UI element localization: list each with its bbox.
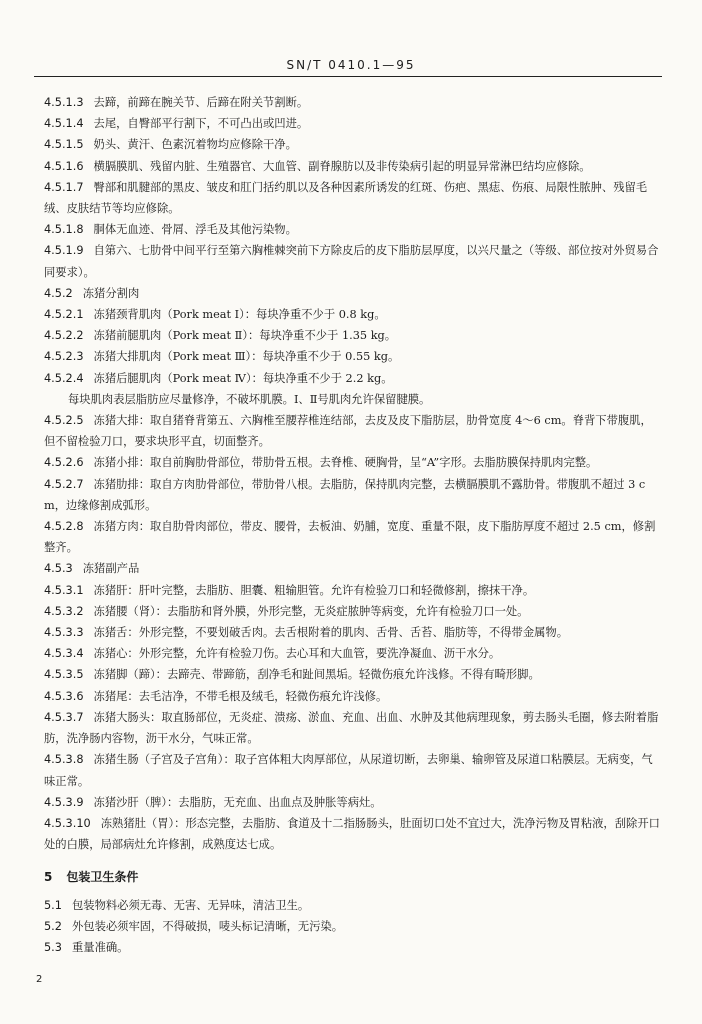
- clause-text: 外包装必须牢固，不得破损，唛头标记清晰，无污染。: [71, 919, 344, 933]
- clause-row: [44, 304, 660, 325]
- clause-row: [44, 92, 660, 113]
- clause-number: 4.5.2.2: [44, 329, 84, 343]
- clause-number: 4.5.3.4: [44, 647, 84, 661]
- clause-row: [44, 156, 660, 177]
- clause-text: 包装物料必须无毒、无害、无异味，清洁卫生。: [71, 898, 310, 912]
- clause-text: 自第六、七肋骨中间平行至第六胸椎棘突前下方除皮后的皮下脂肪层厚度，以兴尺量之（等级、部位按对外贸易合同要求）。: [44, 244, 659, 279]
- clause-text: 冻猪大排肌肉（Pork meat Ⅲ）：每块净重不少于 0.55 kg。: [93, 350, 400, 364]
- page-number: 2: [36, 974, 43, 985]
- clause-text: 冻猪小排：取自前胸肋骨部位，带肋骨五根。去脊椎、硬胸骨，呈“A”字形。去脂肪膜保持肌肉完整。: [93, 456, 598, 470]
- clause-number: 4.5.1.8: [44, 223, 84, 237]
- clause-text: 冻猪后腿肌肉（Pork meat Ⅳ）：每块净重不少于 2.2 kg。: [93, 371, 393, 385]
- clause-text: 臀部和肌腱部的黑皮、皱皮和肛门括约肌以及各种因素所诱发的红斑、伤疤、黑痣、伤痕、局限性脓肿、残留毛绒、皮肤结节等均应修除。: [44, 180, 648, 216]
- clause-text: 横膈膜肌、残留内脏、生殖器官、大血管、副脊腺肪以及非传染病引起的明显异常淋巴结均应修除。: [93, 159, 591, 173]
- clause-number: 4.5.3.1: [44, 583, 84, 597]
- clause-row: [44, 643, 660, 664]
- clause-text: 冻猪心：外形完整，允许有检验刀伤。去心耳和大血管，要洗净凝血、沥干水分。: [93, 647, 501, 661]
- clause-number: 4.5.3.9: [44, 795, 84, 809]
- clause-text: 冻猪颈背肌肉（Pork meat Ⅰ）：每块净重不少于 0.8 kg。: [93, 308, 386, 322]
- clause-number: 5.1: [44, 898, 62, 912]
- clause-text: 冻猪脚（蹄）：去蹄壳、带蹄筋，刮净毛和趾间黑垢。轻微伤痕允许浅修。不得有畸形脚。: [93, 668, 540, 682]
- clause-row: [44, 177, 660, 219]
- clause-row: [44, 813, 660, 855]
- clause-row: [44, 474, 660, 516]
- clause-row: [44, 558, 660, 579]
- clause-number: 4.5.3.10: [44, 816, 91, 830]
- clause-row: [44, 219, 660, 240]
- clause-text: 每块肌肉表层脂肪应尽量修净，不破坏肌膜。Ⅰ、Ⅱ号肌肉允许保留腱膜。: [68, 392, 431, 406]
- document-body: [44, 92, 660, 958]
- clause-row: [44, 516, 660, 558]
- clause-number: 4.5.3.8: [44, 753, 84, 767]
- header-rule: [34, 76, 662, 77]
- clause-number: 4.5.2.7: [44, 477, 84, 491]
- clause-row: [44, 346, 660, 367]
- clause-row: [44, 792, 660, 813]
- clause-text: 奶头、黄汗、色素沉着物均应修除干净。: [93, 138, 297, 152]
- clause-row: [44, 916, 660, 937]
- clause-row: [44, 580, 660, 601]
- clause-number: 4.5.1.4: [44, 117, 84, 131]
- clause-row: [44, 325, 660, 346]
- clause-number: 4.5.2.4: [44, 371, 84, 385]
- clause-text: 冻猪舌：外形完整，不要划破舌肉。去舌根附着的肌肉、舌骨、舌苔、脂肪等，不得带金属物。: [93, 626, 569, 640]
- clause-row: [44, 622, 660, 643]
- clause-number: 4.5.3.7: [44, 710, 84, 724]
- clause-text: 重量准确。: [71, 940, 129, 954]
- clause-row: [44, 601, 660, 622]
- clause-text: 冻猪尾：去毛洁净，不带毛根及绒毛，轻微伤痕允许浅修。: [93, 689, 388, 703]
- clause-text: 冻猪腰（肾）：去脂肪和肾外膜，外形完整，无炎症脓肿等病变，允许有检验刀口一处。: [93, 604, 529, 618]
- clause-number: 4.5.2.3: [44, 350, 84, 364]
- clause-row: [44, 240, 660, 282]
- clause-row: [44, 113, 660, 134]
- clause-number: 4.5.2.6: [44, 456, 84, 470]
- clause-text: 冻猪方肉：取自肋骨肉部位，带皮、腰骨，去板油、奶脯，宽度、重量不限，皮下脂肪厚度不超过 2.5 cm，修割整齐。: [44, 520, 656, 555]
- clause-number: 4.5.3: [44, 562, 73, 576]
- clause-text: 冻猪大排：取自猪脊背第五、六胸椎至腰荐椎连结部，去皮及皮下脂肪层，肋骨宽度 4～6 cm。脊背下带腹肌，但不留检验刀口，要求块形平直，切面整齐。: [44, 414, 652, 449]
- clause-row: [44, 134, 660, 155]
- clause-text: 去蹄，前蹄在腕关节、后蹄在附关节割断。: [93, 96, 309, 109]
- clause-row: [44, 707, 660, 749]
- clause-text: 冻猪前腿肌肉（Pork meat Ⅱ）：每块净重不少于 1.35 kg。: [93, 329, 397, 343]
- clause-text: 冻猪肝：肝叶完整，去脂肪、胆囊、粗输胆管。允许有检验刀口和轻微修割，擦抹干净。: [93, 583, 535, 597]
- clause-row: [44, 283, 660, 304]
- clause-number: 4.5.1.6: [44, 159, 84, 173]
- clause-number: 4.5.3.3: [44, 626, 84, 640]
- clause-text: 冻猪分割肉: [82, 286, 140, 300]
- clause-row: [44, 368, 660, 389]
- clause-number: 4.5.2.1: [44, 308, 84, 322]
- clause-number: 4.5.2.5: [44, 414, 84, 428]
- clause-number: 4.5.3.2: [44, 604, 84, 618]
- section-heading: [44, 867, 660, 888]
- clause-number: 4.5.2: [44, 286, 73, 300]
- clause-number: 4.5.1.5: [44, 138, 84, 152]
- clause-number: 4.5.1.7: [44, 180, 84, 194]
- clause-number: 4.5.2.8: [44, 520, 84, 534]
- clause-number: 5.3: [44, 940, 62, 954]
- clause-row: [44, 410, 660, 452]
- clause-row: [44, 749, 660, 791]
- clause-text: 冻猪生肠（子宫及子宫角）：取子宫体粗大肉厚部位，从尿道切断，去卵巢、输卵管及尿道口粘膜层。无病变，气味正常。: [44, 753, 653, 788]
- clause-row: [44, 664, 660, 685]
- clause-text: 冻猪肋排：取自方肉肋骨部位，带肋骨八根。去脂肪，保持肌肉完整，去横膈膜肌不露肋骨。带腹肌不超过 3 cm，边缘修割成弧形。: [44, 477, 646, 512]
- clause-text: 去尾，自臀部平行割下，不可凸出或凹进。: [93, 117, 309, 131]
- clause-text: 胴体无血迹、骨屑、浮毛及其他污染物。: [93, 223, 297, 237]
- clause-number: 4.5.1.3: [44, 96, 84, 109]
- clause-row: [44, 895, 660, 916]
- clause-text: 冻熟猪肚（胃）：形态完整，去脂肪、食道及十二指肠肠头，肚面切口处不宜过大，洗净污物及胃粘液，刮除开口处的白膜，局部病灶允许修割，成熟度达七成。: [44, 816, 660, 852]
- clause-number: 5: [44, 870, 53, 885]
- clause-text: 包装卫生条件: [66, 870, 139, 885]
- clause-row: [44, 686, 660, 707]
- clause-text: 冻猪副产品: [82, 562, 140, 576]
- clause-row: [44, 937, 660, 958]
- clause-row: [44, 452, 660, 473]
- clause-number: 4.5.3.5: [44, 668, 84, 682]
- clause-row: [44, 389, 660, 410]
- clause-number: 4.5.3.6: [44, 689, 84, 703]
- clause-text: 冻猪沙肝（脾）：去脂肪，无充血、出血点及肿胀等病灶。: [93, 795, 382, 809]
- clause-number: 5.2: [44, 919, 62, 933]
- clause-text: 冻猪大肠头：取直肠部位，无炎症、溃疡、淤血、充血、出血、水肿及其他病理现象，剪去肠头毛圈，修去附着脂肪，洗净肠内容物，沥干水分，气味正常。: [44, 710, 659, 746]
- clause-number: 4.5.1.9: [44, 244, 84, 258]
- standard-code-header: SN/T 0410.1—95: [286, 58, 416, 72]
